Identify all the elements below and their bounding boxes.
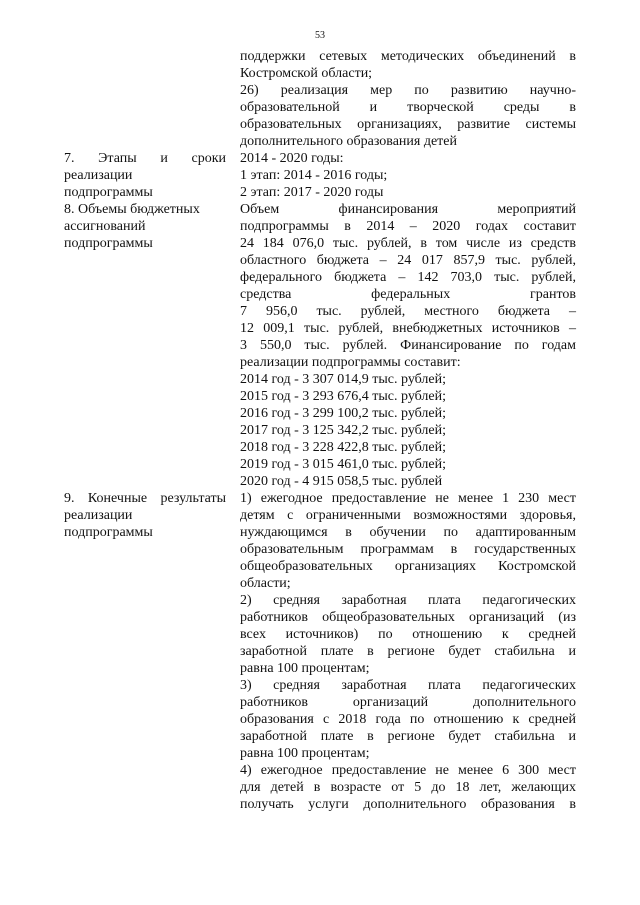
text-line: подпрограммы в 2014 – 2020 годах составит <box>240 219 576 234</box>
label-line: 7. Этапы и сроки <box>64 151 226 166</box>
stages-label-cell <box>64 150 240 201</box>
label-line: реализации <box>64 168 133 183</box>
text-line: 2018 год - 3 228 422,8 тыс. рублей; <box>240 440 447 455</box>
text-line: для детей в возрасте от 5 до 18 лет, желающих <box>240 780 576 795</box>
document-table <box>64 48 576 813</box>
text-line: равна 100 процентам; <box>240 746 370 761</box>
stages-value-cell <box>240 150 576 201</box>
text-line: дополнительного образования детей <box>240 134 457 149</box>
label-line: ассигнований <box>64 219 146 234</box>
text-line: 2014 год - 3 307 014,9 тыс. рублей; <box>240 372 447 387</box>
text-line: 24 184 076,0 тыс. рублей, в том числе из средств <box>240 236 576 251</box>
label-line: 8. Объемы бюджетных <box>64 202 200 217</box>
text-line: Костромской области; <box>240 66 373 81</box>
text-line: получать услуги дополнительного образования в <box>240 797 576 812</box>
text-line: 2015 год - 3 293 676,4 тыс. рублей; <box>240 389 447 404</box>
page-number: 53 <box>315 30 325 41</box>
text-line: заработной плате в регионе будет стабильна и <box>240 644 576 659</box>
text-line: 26) реализация мер по развитию научно- <box>240 83 576 98</box>
label-line: реализации <box>64 508 133 523</box>
continuation-value-cell <box>240 48 576 150</box>
text-line: 2017 год - 3 125 342,2 тыс. рублей; <box>240 423 447 438</box>
stages-row <box>64 150 576 201</box>
label-line: подпрограммы <box>64 525 153 540</box>
label-line: 9. Конечные результаты <box>64 491 226 506</box>
text-line: области; <box>240 576 291 591</box>
label-line: подпрограммы <box>64 236 153 251</box>
text-line: федерального бюджета – 142 703,0 тыс. рублей, <box>240 270 576 285</box>
text-line: 1 этап: 2014 - 2016 годы; <box>240 168 388 183</box>
text-line: 2016 год - 3 299 100,2 тыс. рублей; <box>240 406 447 421</box>
text-line: образовательных организациях, развитие системы <box>240 117 576 132</box>
text-line: образования с 2018 года по отношению к средней <box>240 712 576 727</box>
budget-row <box>64 201 576 490</box>
text-line: образовательной и творческой среды в <box>240 100 576 115</box>
text-line: 2019 год - 3 015 461,0 тыс. рублей; <box>240 457 447 472</box>
text-line: 3) средняя заработная плата педагогических <box>240 678 576 693</box>
results-value-cell <box>240 490 576 813</box>
text-line: 1) ежегодное предоставление не менее 1 230 мест <box>240 491 576 506</box>
continuation-row <box>64 48 576 150</box>
text-line: 2 этап: 2017 - 2020 годы <box>240 185 384 200</box>
results-row <box>64 490 576 813</box>
text-line: работников общеобразовательных организаций (из <box>240 610 576 625</box>
text-line: поддержки сетевых методических объединений в <box>240 49 576 64</box>
text-line: областного бюджета – 24 017 857,9 тыс. рублей, <box>240 253 576 268</box>
text-line: общеобразовательных организациях Костромской <box>240 559 576 574</box>
text-line: 2020 год - 4 915 058,5 тыс. рублей <box>240 474 443 489</box>
budget-label-cell <box>64 201 240 252</box>
text-line: 12 009,1 тыс. рублей, внебюджетных источников – <box>240 321 576 336</box>
text-line: 4) ежегодное предоставление не менее 6 300 мест <box>240 763 576 778</box>
text-line: нуждающимся в обучении по адаптированным <box>240 525 576 540</box>
text-line: заработной плате в регионе будет стабильна и <box>240 729 576 744</box>
text-line: образовательным программам в государственных <box>240 542 576 557</box>
text-line: реализации подпрограммы составит: <box>240 355 461 370</box>
text-line: 7 956,0 тыс. рублей, местного бюджета – <box>240 304 576 319</box>
text-line: Объем финансирования мероприятий <box>240 202 576 217</box>
text-line: работников организаций дополнительного <box>240 695 576 710</box>
text-line: 2) средняя заработная плата педагогических <box>240 593 576 608</box>
text-line: 3 550,0 тыс. рублей. Финансирование по годам <box>240 338 576 353</box>
text-line: детям с ограниченными возможностями здоровья, <box>240 508 576 523</box>
results-label-cell <box>64 490 240 541</box>
text-line: средства федеральных грантов <box>240 287 576 302</box>
label-line: подпрограммы <box>64 185 153 200</box>
text-line: 2014 - 2020 годы: <box>240 151 344 166</box>
text-line: всех источников) по отношению к средней <box>240 627 576 642</box>
text-line: равна 100 процентам; <box>240 661 370 676</box>
budget-value-cell <box>240 201 576 490</box>
